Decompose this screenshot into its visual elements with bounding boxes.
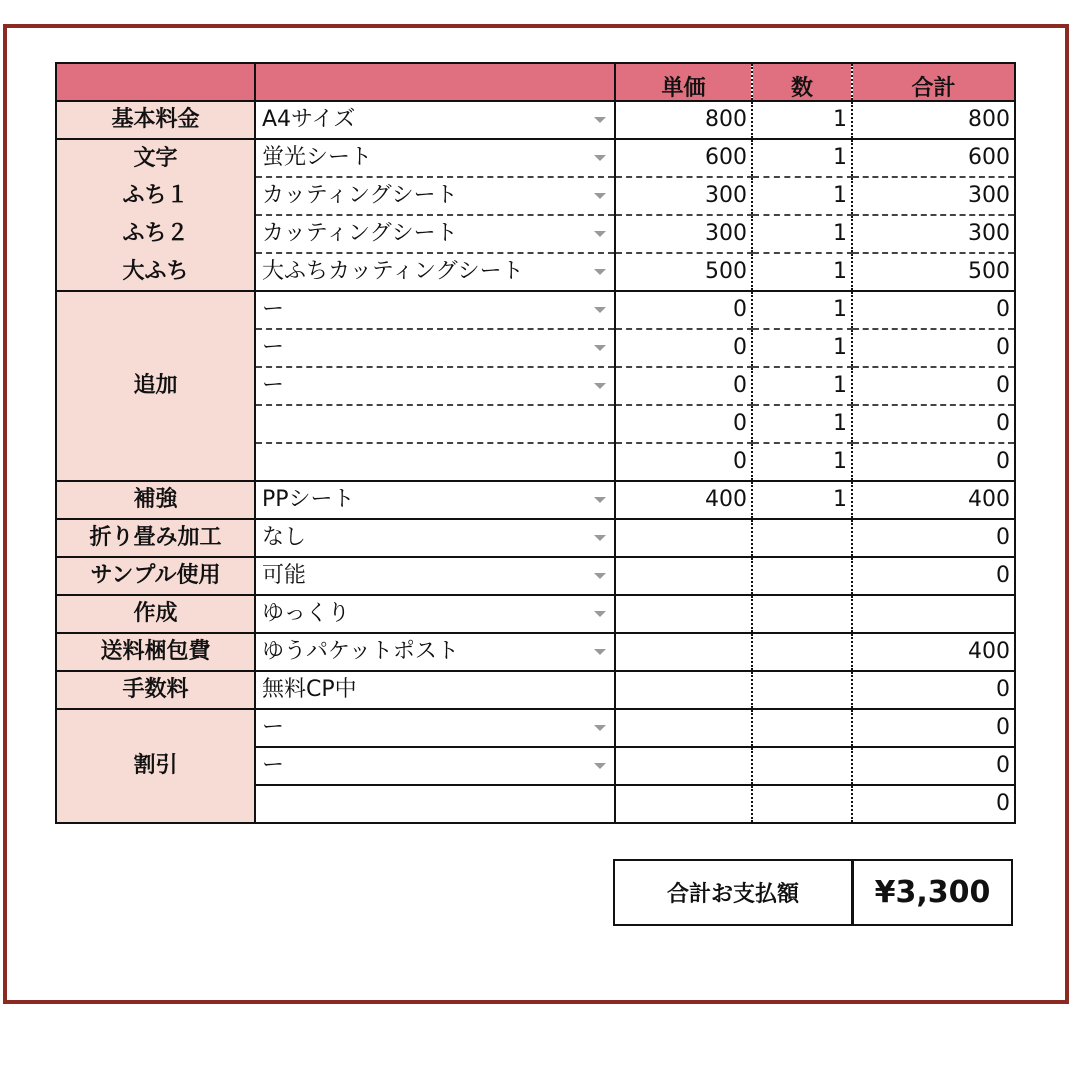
item-select[interactable]: [255, 481, 615, 519]
category-tesuryo: 手数料: [56, 671, 255, 709]
qty-cell: 1: [752, 291, 852, 329]
payment-total-amount: ¥3,300: [874, 875, 991, 910]
qty-cell: 1: [752, 405, 852, 443]
item-label: ー: [262, 753, 285, 778]
category-oofuchi: 大ふち: [56, 253, 255, 291]
qty-cell: 1: [752, 101, 852, 139]
dropdown-arrow-icon[interactable]: [594, 193, 606, 199]
payment-total-box: [613, 859, 1013, 926]
total-cell: 0: [852, 367, 1015, 405]
header-item: [255, 63, 615, 101]
item-label: ー: [262, 297, 285, 322]
total-cell: 300: [852, 215, 1015, 253]
dropdown-arrow-icon[interactable]: [594, 649, 606, 655]
unit-price-cell: [615, 671, 752, 709]
qty-cell: [752, 785, 852, 823]
item-label: ゆっくり: [262, 601, 350, 626]
item-select[interactable]: [255, 139, 615, 177]
qty-cell: [752, 709, 852, 747]
total-cell: 0: [852, 329, 1015, 367]
qty-cell: [752, 747, 852, 785]
item-cell[interactable]: [255, 785, 615, 823]
qty-cell: [752, 595, 852, 633]
category-base-fee: 基本料金: [56, 101, 255, 139]
total-cell: 0: [852, 291, 1015, 329]
item-label: カッティングシート: [262, 221, 458, 246]
payment-total-label: 合計お支払額: [615, 861, 854, 924]
header-qty: 数: [752, 63, 852, 101]
table-row: [56, 595, 1015, 633]
table-row: [56, 633, 1015, 671]
qty-cell: 1: [752, 367, 852, 405]
total-cell: 0: [852, 519, 1015, 557]
unit-price-cell: 300: [615, 177, 752, 215]
item-label: なし: [262, 525, 307, 550]
header-unit-price: 単価: [615, 63, 752, 101]
unit-price-cell: 500: [615, 253, 752, 291]
total-cell: 0: [852, 557, 1015, 595]
item-cell[interactable]: [255, 443, 615, 481]
price-table: [55, 62, 1016, 824]
item-select[interactable]: [255, 633, 615, 671]
dropdown-arrow-icon[interactable]: [594, 155, 606, 161]
table-row: [56, 177, 1015, 215]
item-select[interactable]: [255, 595, 615, 633]
total-cell: 0: [852, 785, 1015, 823]
total-cell: 0: [852, 405, 1015, 443]
item-cell: [255, 671, 615, 709]
item-select[interactable]: [255, 253, 615, 291]
dropdown-arrow-icon[interactable]: [594, 383, 606, 389]
header-row: [56, 63, 1015, 101]
table-row: [56, 709, 1015, 747]
item-select[interactable]: [255, 557, 615, 595]
item-select[interactable]: [255, 709, 615, 747]
header-total: 合計: [852, 63, 1015, 101]
category-sample: サンプル使用: [56, 557, 255, 595]
total-cell: 0: [852, 671, 1015, 709]
qty-cell: 1: [752, 253, 852, 291]
total-cell: 400: [852, 481, 1015, 519]
item-select[interactable]: [255, 291, 615, 329]
unit-price-cell: 400: [615, 481, 752, 519]
unit-price-cell: 0: [615, 443, 752, 481]
item-select[interactable]: [255, 329, 615, 367]
item-label: 可能: [262, 563, 307, 588]
qty-cell: 1: [752, 139, 852, 177]
dropdown-arrow-icon[interactable]: [594, 725, 606, 731]
total-cell: 300: [852, 177, 1015, 215]
total-cell: 500: [852, 253, 1015, 291]
unit-price-cell: [615, 519, 752, 557]
unit-price-cell: [615, 595, 752, 633]
unit-price-cell: 0: [615, 405, 752, 443]
table-row: [56, 671, 1015, 709]
dropdown-arrow-icon[interactable]: [594, 611, 606, 617]
unit-price-cell: 0: [615, 367, 752, 405]
dropdown-arrow-icon[interactable]: [594, 763, 606, 769]
qty-cell: [752, 557, 852, 595]
table-row: [56, 215, 1015, 253]
total-cell: 0: [852, 747, 1015, 785]
dropdown-arrow-icon[interactable]: [594, 345, 606, 351]
table-row: [56, 481, 1015, 519]
category-tsuika: 追加: [56, 291, 255, 481]
dropdown-arrow-icon[interactable]: [594, 231, 606, 237]
table-row: [56, 519, 1015, 557]
item-label: カッティングシート: [262, 183, 458, 208]
unit-price-cell: 600: [615, 139, 752, 177]
table-row: [56, 291, 1015, 329]
item-label: 大ふちカッティングシート: [262, 259, 524, 284]
unit-price-cell: 0: [615, 329, 752, 367]
table-row: [56, 253, 1015, 291]
unit-price-cell: [615, 633, 752, 671]
unit-price-cell: 300: [615, 215, 752, 253]
header-category: [56, 63, 255, 101]
category-hokyo: 補強: [56, 481, 255, 519]
total-cell: [852, 595, 1015, 633]
qty-cell: 1: [752, 215, 852, 253]
dropdown-arrow-icon[interactable]: [594, 307, 606, 313]
item-label: ゆうパケットポスト: [262, 639, 459, 664]
table-row: [56, 557, 1015, 595]
dropdown-arrow-icon[interactable]: [594, 535, 606, 541]
qty-cell: 1: [752, 443, 852, 481]
unit-price-cell: [615, 557, 752, 595]
table-row: [56, 139, 1015, 177]
item-label: ー: [262, 335, 285, 360]
unit-price-cell: [615, 785, 752, 823]
total-cell: 400: [852, 633, 1015, 671]
total-cell: 0: [852, 443, 1015, 481]
category-moji: 文字: [56, 139, 255, 177]
table-row: [56, 101, 1015, 139]
qty-cell: [752, 519, 852, 557]
unit-price-cell: [615, 747, 752, 785]
item-label: PPシート: [262, 487, 355, 512]
category-sakusei: 作成: [56, 595, 255, 633]
item-select[interactable]: [255, 747, 615, 785]
item-label: 蛍光シート: [262, 145, 373, 170]
dropdown-arrow-icon[interactable]: [594, 573, 606, 579]
category-fuchi1: ふち１: [56, 177, 255, 215]
qty-cell: [752, 633, 852, 671]
dropdown-arrow-icon[interactable]: [594, 269, 606, 275]
item-cell[interactable]: [255, 405, 615, 443]
total-cell: 600: [852, 139, 1015, 177]
item-select[interactable]: [255, 177, 615, 215]
item-label: 無料CP中: [262, 677, 357, 702]
unit-price-cell: 0: [615, 291, 752, 329]
item-label: A4サイズ: [262, 107, 356, 132]
total-cell: 800: [852, 101, 1015, 139]
item-select[interactable]: [255, 367, 615, 405]
dropdown-arrow-icon[interactable]: [594, 117, 606, 123]
category-waribiki: 割引: [56, 709, 255, 823]
item-label: ー: [262, 715, 285, 740]
category-oritatami: 折り畳み加工: [56, 519, 255, 557]
item-label: ー: [262, 373, 285, 398]
qty-cell: 1: [752, 177, 852, 215]
unit-price-cell: [615, 709, 752, 747]
item-select[interactable]: [255, 101, 615, 139]
qty-cell: 1: [752, 481, 852, 519]
category-soryo: 送料梱包費: [56, 633, 255, 671]
category-fuchi2: ふち２: [56, 215, 255, 253]
item-select[interactable]: [255, 519, 615, 557]
unit-price-cell: 800: [615, 101, 752, 139]
qty-cell: 1: [752, 329, 852, 367]
qty-cell: [752, 671, 852, 709]
total-cell: 0: [852, 709, 1015, 747]
item-select[interactable]: [255, 215, 615, 253]
dropdown-arrow-icon[interactable]: [594, 497, 606, 503]
